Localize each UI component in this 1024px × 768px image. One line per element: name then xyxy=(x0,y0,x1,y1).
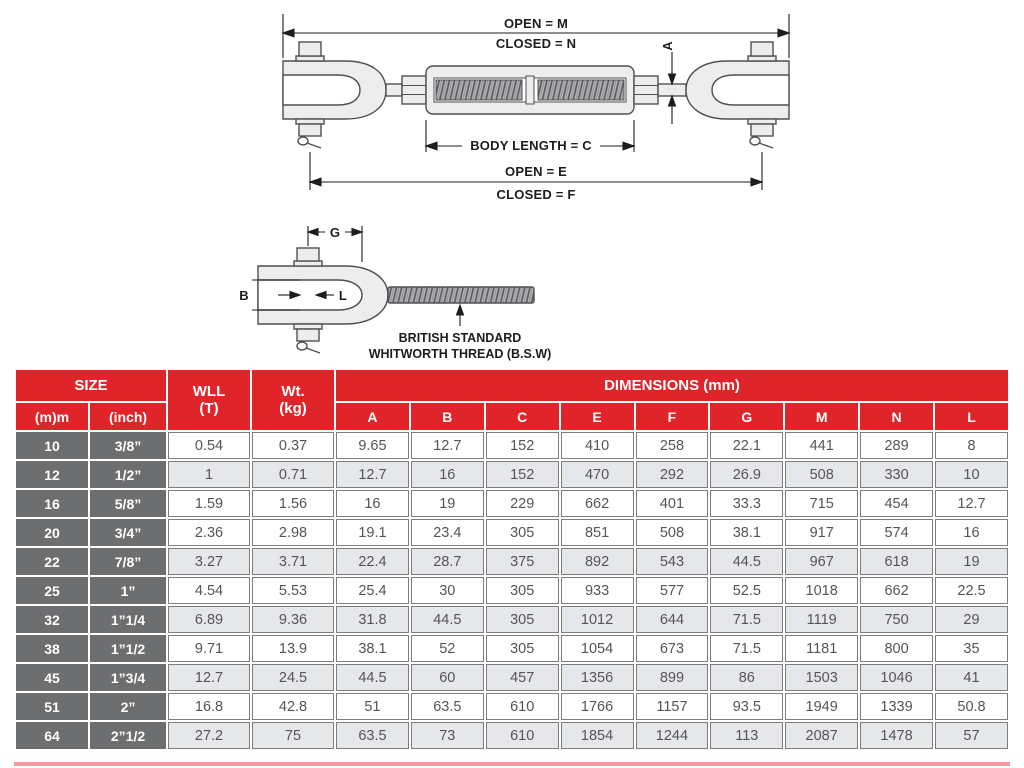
dim-value-cell: 152 xyxy=(486,461,559,488)
dim-col-header-m: M xyxy=(785,403,858,430)
table-row xyxy=(16,461,1008,488)
fitting-cotter-pin xyxy=(297,342,307,350)
dim-label-l: L xyxy=(338,288,348,303)
size-mm-cell: 20 xyxy=(16,519,88,546)
thread-note-line1: BRITISH STANDARD xyxy=(398,331,522,345)
dim-value-cell: 441 xyxy=(785,432,858,459)
cutoff-next-header-bar xyxy=(14,762,1010,766)
size-inch-cell: 1”1/4 xyxy=(90,606,166,633)
table-row xyxy=(16,606,1008,633)
dim-col-header-b: B xyxy=(411,403,484,430)
dim-value-cell: 610 xyxy=(486,722,559,749)
dim-label-open-e: OPEN = E xyxy=(505,164,567,179)
dim-value-cell: 22.5 xyxy=(935,577,1008,604)
dim-value-cell: 644 xyxy=(636,606,709,633)
fitting-nut xyxy=(297,329,319,341)
dim-value-cell: 19.1 xyxy=(336,519,409,546)
dim-value-cell: 71.5 xyxy=(710,635,783,662)
dim-value-cell: 470 xyxy=(561,461,634,488)
dim-value-cell: 750 xyxy=(860,606,933,633)
fitting-threaded-rod xyxy=(388,287,534,303)
dim-value-cell: 1503 xyxy=(785,664,858,691)
left-threaded-rod xyxy=(436,80,522,100)
dim-value-cell: 38.1 xyxy=(710,519,783,546)
dim-value-cell: 30 xyxy=(411,577,484,604)
wt-unit: (kg) xyxy=(279,400,307,417)
wll-header xyxy=(168,370,250,430)
dim-value-cell: 258 xyxy=(636,432,709,459)
left-body-nut xyxy=(402,76,426,104)
dim-value-cell: 508 xyxy=(785,461,858,488)
wll-cell: 3.27 xyxy=(168,548,250,575)
wt-cell: 1.56 xyxy=(252,490,334,517)
size-inch-cell: 1/2” xyxy=(90,461,166,488)
dim-value-cell: 673 xyxy=(636,635,709,662)
wt-cell: 9.36 xyxy=(252,606,334,633)
dim-value-cell: 892 xyxy=(561,548,634,575)
wll-cell: 9.71 xyxy=(168,635,250,662)
dim-value-cell: 63.5 xyxy=(336,722,409,749)
wt-cell: 42.8 xyxy=(252,693,334,720)
right-body-nut xyxy=(634,76,658,104)
dim-value-cell: 31.8 xyxy=(336,606,409,633)
size-inch-cell: 7/8” xyxy=(90,548,166,575)
dim-label-open-m: OPEN = M xyxy=(503,16,569,31)
dim-value-cell: 9.65 xyxy=(336,432,409,459)
dim-value-cell: 574 xyxy=(860,519,933,546)
dim-col-header-c: C xyxy=(486,403,559,430)
left-cotter-pin xyxy=(298,137,308,145)
size-inch-cell: 3/8” xyxy=(90,432,166,459)
dim-col-header-a: A xyxy=(336,403,409,430)
dim-value-cell: 2087 xyxy=(785,722,858,749)
thread-note-line2: WHITWORTH THREAD (B.S.W) xyxy=(368,347,552,361)
dim-value-cell: 52 xyxy=(411,635,484,662)
wt-cell: 2.98 xyxy=(252,519,334,546)
dim-value-cell: 401 xyxy=(636,490,709,517)
dim-value-cell: 800 xyxy=(860,635,933,662)
size-mm-cell: 45 xyxy=(16,664,88,691)
size-inch-cell: 3/4” xyxy=(90,519,166,546)
wll-cell: 1.59 xyxy=(168,490,250,517)
dim-value-cell: 25.4 xyxy=(336,577,409,604)
fitting-bolt-head xyxy=(297,248,319,261)
dim-value-cell: 12.7 xyxy=(336,461,409,488)
size-inch-cell: 5/8” xyxy=(90,490,166,517)
dim-value-cell: 57 xyxy=(935,722,1008,749)
dim-value-cell: 1012 xyxy=(561,606,634,633)
dim-value-cell: 967 xyxy=(785,548,858,575)
dim-col-header-e: E xyxy=(561,403,634,430)
dim-value-cell: 12.7 xyxy=(411,432,484,459)
dim-col-header-n: N xyxy=(860,403,933,430)
dim-value-cell: 50.8 xyxy=(935,693,1008,720)
size-inch-cell: 1”3/4 xyxy=(90,664,166,691)
wt-cell: 24.5 xyxy=(252,664,334,691)
dim-value-cell: 93.5 xyxy=(710,693,783,720)
dim-value-cell: 35 xyxy=(935,635,1008,662)
dim-value-cell: 662 xyxy=(860,577,933,604)
wt-cell: 0.37 xyxy=(252,432,334,459)
size-mm-cell: 16 xyxy=(16,490,88,517)
wt-cell: 75 xyxy=(252,722,334,749)
dim-value-cell: 715 xyxy=(785,490,858,517)
dim-value-cell: 577 xyxy=(636,577,709,604)
size-inch-cell: 1” xyxy=(90,577,166,604)
dim-value-cell: 10 xyxy=(935,461,1008,488)
left-nut xyxy=(299,124,321,136)
dim-value-cell: 22.1 xyxy=(710,432,783,459)
wt-cell: 13.9 xyxy=(252,635,334,662)
wll-cell: 0.54 xyxy=(168,432,250,459)
dim-value-cell: 1356 xyxy=(561,664,634,691)
dim-value-cell: 26.9 xyxy=(710,461,783,488)
dim-value-cell: 1181 xyxy=(785,635,858,662)
table-row xyxy=(16,577,1008,604)
dim-value-cell: 113 xyxy=(710,722,783,749)
size-header: SIZE xyxy=(16,370,166,401)
table-row xyxy=(16,664,1008,691)
dim-value-cell: 16 xyxy=(411,461,484,488)
table-row xyxy=(16,432,1008,459)
dim-value-cell: 44.5 xyxy=(710,548,783,575)
dim-value-cell: 618 xyxy=(860,548,933,575)
dim-value-cell: 457 xyxy=(486,664,559,691)
dim-value-cell: 44.5 xyxy=(336,664,409,691)
dim-value-cell: 454 xyxy=(860,490,933,517)
dim-label-closed-f: CLOSED = F xyxy=(496,187,576,202)
dim-value-cell: 19 xyxy=(411,490,484,517)
dim-value-cell: 44.5 xyxy=(411,606,484,633)
dim-value-cell: 410 xyxy=(561,432,634,459)
dim-label-body-length-c: BODY LENGTH = C xyxy=(470,138,592,153)
dim-value-cell: 1766 xyxy=(561,693,634,720)
dim-col-header-l: L xyxy=(935,403,1008,430)
wll-cell: 2.36 xyxy=(168,519,250,546)
dim-value-cell: 33.3 xyxy=(710,490,783,517)
dim-value-cell: 16 xyxy=(336,490,409,517)
dim-value-cell: 1854 xyxy=(561,722,634,749)
dim-value-cell: 292 xyxy=(636,461,709,488)
dim-value-cell: 28.7 xyxy=(411,548,484,575)
size-mm-cell: 10 xyxy=(16,432,88,459)
dim-col-header-g: G xyxy=(710,403,783,430)
dim-value-cell: 1478 xyxy=(860,722,933,749)
wll-unit: (T) xyxy=(199,400,219,417)
dimensions-table xyxy=(14,368,1010,751)
dim-value-cell: 305 xyxy=(486,606,559,633)
dim-value-cell: 610 xyxy=(486,693,559,720)
table-body xyxy=(16,432,1008,749)
right-bolt-head xyxy=(751,42,773,56)
dim-value-cell: 38.1 xyxy=(336,635,409,662)
size-mm-cell: 12 xyxy=(16,461,88,488)
table-row xyxy=(16,548,1008,575)
dim-value-cell: 305 xyxy=(486,635,559,662)
dim-value-cell: 41 xyxy=(935,664,1008,691)
dim-label-closed-n: CLOSED = N xyxy=(495,36,577,51)
dim-value-cell: 662 xyxy=(561,490,634,517)
dim-value-cell: 508 xyxy=(636,519,709,546)
size-mm-cell: 32 xyxy=(16,606,88,633)
dim-value-cell: 19 xyxy=(935,548,1008,575)
wll-cell: 16.8 xyxy=(168,693,250,720)
size-mm-cell: 51 xyxy=(16,693,88,720)
right-cotter-pin xyxy=(750,137,760,145)
wt-label: Wt. xyxy=(281,383,305,400)
dim-value-cell: 899 xyxy=(636,664,709,691)
left-bolt-head xyxy=(299,42,321,56)
dim-value-cell: 1119 xyxy=(785,606,858,633)
dim-value-cell: 29 xyxy=(935,606,1008,633)
wll-cell: 12.7 xyxy=(168,664,250,691)
table-row xyxy=(16,693,1008,720)
wt-cell: 0.71 xyxy=(252,461,334,488)
dim-label-a: A xyxy=(660,41,675,51)
table-row xyxy=(16,635,1008,662)
dim-value-cell: 73 xyxy=(411,722,484,749)
dim-value-cell: 305 xyxy=(486,519,559,546)
size-mm-cell: 64 xyxy=(16,722,88,749)
wll-cell: 27.2 xyxy=(168,722,250,749)
dim-value-cell: 71.5 xyxy=(710,606,783,633)
table-row xyxy=(16,519,1008,546)
size-mm-cell: 22 xyxy=(16,548,88,575)
wt-header xyxy=(252,370,334,430)
wll-cell: 1 xyxy=(168,461,250,488)
dim-value-cell: 51 xyxy=(336,693,409,720)
dim-value-cell: 330 xyxy=(860,461,933,488)
dim-value-cell: 305 xyxy=(486,577,559,604)
wll-cell: 4.54 xyxy=(168,577,250,604)
size-mm-cell: 25 xyxy=(16,577,88,604)
size-inch-cell: 2”1/2 xyxy=(90,722,166,749)
size-inch-cell: 1”1/2 xyxy=(90,635,166,662)
dim-value-cell: 12.7 xyxy=(935,490,1008,517)
dim-label-b: B xyxy=(239,288,249,303)
table-row xyxy=(16,722,1008,749)
dim-value-cell: 16 xyxy=(935,519,1008,546)
dim-value-cell: 8 xyxy=(935,432,1008,459)
dim-value-cell: 229 xyxy=(486,490,559,517)
dim-value-cell: 60 xyxy=(411,664,484,691)
size-inch-cell: 2” xyxy=(90,693,166,720)
dim-value-cell: 63.5 xyxy=(411,693,484,720)
dimensions-header: DIMENSIONS (mm) xyxy=(336,370,1008,401)
dim-value-cell: 375 xyxy=(486,548,559,575)
right-threaded-rod xyxy=(538,80,624,100)
dim-value-cell: 851 xyxy=(561,519,634,546)
dim-value-cell: 86 xyxy=(710,664,783,691)
dim-value-cell: 152 xyxy=(486,432,559,459)
dim-value-cell: 543 xyxy=(636,548,709,575)
dim-value-cell: 1244 xyxy=(636,722,709,749)
dim-value-cell: 22.4 xyxy=(336,548,409,575)
dim-value-cell: 1046 xyxy=(860,664,933,691)
wt-cell: 5.53 xyxy=(252,577,334,604)
dim-value-cell: 933 xyxy=(561,577,634,604)
dim-label-g: G xyxy=(329,225,341,240)
dim-value-cell: 1018 xyxy=(785,577,858,604)
turnbuckle-diagram xyxy=(0,0,1024,366)
dim-col-header-f: F xyxy=(636,403,709,430)
dim-value-cell: 917 xyxy=(785,519,858,546)
right-nut xyxy=(751,124,773,136)
dim-value-cell: 1949 xyxy=(785,693,858,720)
wll-cell: 6.89 xyxy=(168,606,250,633)
table-row xyxy=(16,490,1008,517)
dim-value-cell: 1054 xyxy=(561,635,634,662)
wll-label: WLL xyxy=(192,383,226,400)
wt-cell: 3.71 xyxy=(252,548,334,575)
size-inch-header: (inch) xyxy=(90,403,166,430)
size-mm-cell: 38 xyxy=(16,635,88,662)
dim-value-cell: 1339 xyxy=(860,693,933,720)
dim-value-cell: 52.5 xyxy=(710,577,783,604)
dim-value-cell: 289 xyxy=(860,432,933,459)
size-mm-header: (m)m xyxy=(16,403,88,430)
dim-value-cell: 23.4 xyxy=(411,519,484,546)
dim-value-cell: 1157 xyxy=(636,693,709,720)
